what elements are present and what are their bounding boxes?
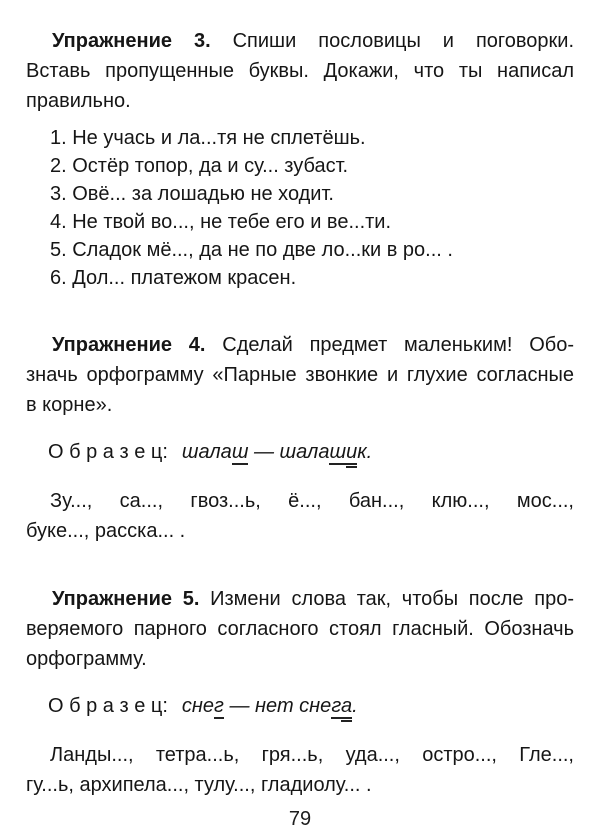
sample-marked-vowel: и [346,441,357,468]
exercise-4-words-line-2: буке..., расска... . [26,520,186,542]
page-number: 79 [288,808,312,829]
exercise-5-words [26,740,574,800]
sample-dash: — [248,441,280,463]
exercise-3-list [26,124,574,292]
exercise-4-intro [26,330,574,420]
sample-word-tail: к [357,441,367,463]
sample-marked-consonant: г [331,695,341,717]
exercise-3-intro-line-1 [26,26,574,56]
exercise-3-item-4: 4. Не твой во..., не тебе его и ве...ти. [50,211,392,233]
exercise-5-intro-text: Измени слова так, чтобы после про- [210,588,574,610]
exercise-5-intro-line-3: орфограмму. [26,648,147,670]
sample-period: . [352,695,358,717]
exercise-3-item-1: 1. Не учась и ла...тя не сплетёшь. [50,127,366,149]
sample-label: О б р а з е ц: [48,441,168,463]
exercise-3-intro [26,26,574,116]
exercise-4-sample-words [182,441,372,463]
sample-marked-consonant: ш [231,441,249,463]
sample-word-stem: шала [181,441,232,463]
sample-marked-consonant: г [214,695,224,717]
sample-mid-word: нет [255,695,300,717]
exercise-4-intro-line-2: значь орфограмму «Парные звонкие и глухие согласные [26,364,574,386]
sample-period: . [366,441,373,463]
sample-marked-vowel: а [341,695,352,722]
sample-word-stem: сне [299,695,332,717]
exercise-4-words-line-1: Зу..., са..., гвоз...ь, ё..., бан..., клю..., мос..., [50,490,574,512]
exercise-4-label: Упражнение 4. [52,334,206,356]
exercise-5-sample-words [182,695,358,717]
sample-label: О б р а з е ц: [48,695,168,717]
exercise-4-words [26,486,574,546]
exercise-3-item-3: 3. Овё... за лошадью не ходит. [50,183,334,205]
exercise-4-intro-text: Сделай предмет маленьким! Обо- [222,334,574,356]
exercise-5-intro-line-1 [26,584,574,614]
exercise-5-sample-line [26,690,574,722]
exercise-3-item-6: 6. Дол... платежом красен. [50,267,297,289]
exercise-5-intro-line-2: веряемого парного согласного стоял гласный. Обозначь [26,618,574,640]
exercise-3-item-5: 5. Сладок мё..., да не по две ло...ки в ро... . [50,239,453,261]
sample-marked-consonant: ш [329,441,347,463]
exercise-4-sample-line [26,436,574,468]
exercise-3-intro-line-3: правильно. [26,90,131,112]
sample-word-stem: сне [181,695,215,717]
exercise-3-intro-line-2: Вставь пропущенные буквы. Докажи, что ты написал [26,60,574,82]
exercise-3-intro-text: Спиши пословицы и поговорки. [232,30,574,52]
exercise-5-label: Упражнение 5. [52,588,200,610]
sample-dash: — [223,695,256,717]
exercise-5-words-line-2: гу...ь, архипела..., тулу..., гладиолу... . [26,774,372,796]
exercise-3-item-2: 2. Остёр топор, да и су... зубаст. [50,155,349,177]
exercise-5-words-line-1: Ланды..., тетра...ь, гря...ь, уда..., остро..., Гле..., [50,744,574,766]
exercise-3-label: Упражнение 3. [52,30,211,52]
sample-word-stem: шала [279,441,330,463]
exercise-4-intro-line-3: в корне». [26,394,113,416]
exercise-5-intro [26,584,574,674]
exercise-4-intro-line-1 [26,330,574,360]
